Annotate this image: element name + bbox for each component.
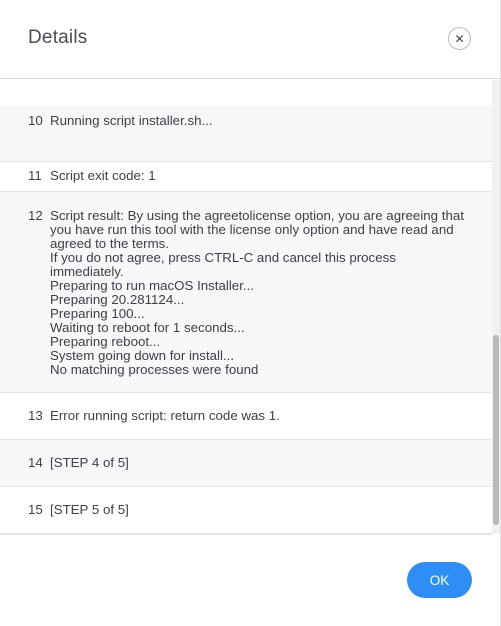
log-list xyxy=(0,106,492,534)
log-row xyxy=(0,162,492,192)
log-line-text: Running script installer.sh... xyxy=(50,113,213,128)
ok-button[interactable]: OK xyxy=(407,562,472,598)
log-line-number: 15 xyxy=(28,502,43,517)
scrollbar-thumb[interactable] xyxy=(493,335,499,525)
close-button[interactable] xyxy=(448,27,471,50)
log-line-text: [STEP 5 of 5] xyxy=(50,502,129,517)
log-scroll-area[interactable] xyxy=(0,80,500,534)
log-row xyxy=(0,192,492,393)
log-line-number: 14 xyxy=(28,455,43,470)
log-line-text: [STEP 4 of 5] xyxy=(50,455,129,470)
log-line-text: Error running script: return code was 1. xyxy=(50,408,280,423)
log-line-number: 10 xyxy=(28,113,43,128)
log-line-number: 12 xyxy=(28,208,43,223)
log-line-text: Script result: By using the agreetolicense option, you are agreeing that you have run this tool with the license only option and have read and agreed to the terms. If you do not agree, press CTRL-C and cancel this process immediately. Preparing to run macOS Installer... Preparing 20.281124... Preparing 100... Waiting to reboot for 1 seconds... Preparing reboot... System going down for install... No matching processes were found xyxy=(50,208,464,377)
dialog-header xyxy=(0,0,500,79)
log-row xyxy=(0,440,492,487)
log-row xyxy=(0,393,492,440)
log-line-text: Script exit code: 1 xyxy=(50,168,156,183)
log-line-number: 13 xyxy=(28,408,43,423)
dialog-title: Details xyxy=(28,27,88,48)
footer-divider xyxy=(0,534,492,535)
log-row xyxy=(0,487,492,534)
log-line-number: 11 xyxy=(28,168,42,183)
log-row xyxy=(0,106,492,162)
close-icon: ✕ xyxy=(454,31,465,46)
